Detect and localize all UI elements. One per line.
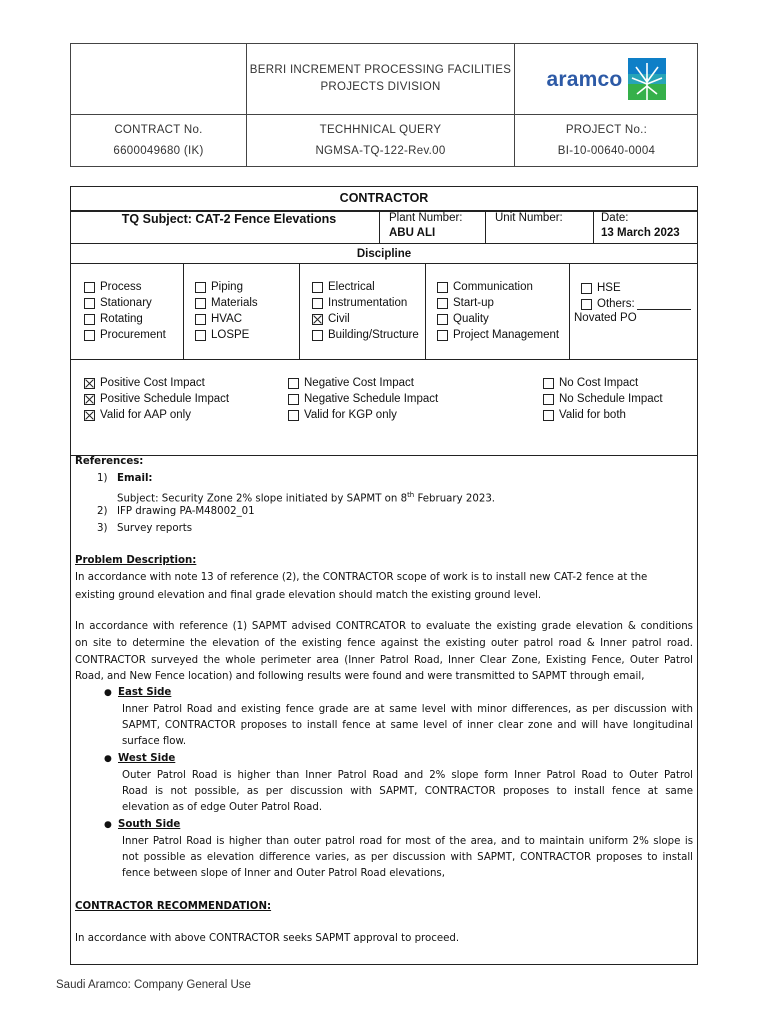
checkbox-building-structure[interactable] (312, 327, 419, 343)
checkbox-label: No Schedule Impact (559, 393, 663, 405)
division-name: PROJECTS DIVISION (320, 81, 441, 93)
checkbox-label: Piping (211, 281, 243, 293)
checkbox-lospe[interactable] (195, 327, 249, 343)
checkbox-box-checked[interactable] (84, 394, 95, 405)
paragraph-line: Road, and New Fence location) and following results were found and were transmitted to SAPMT through email, (75, 671, 645, 682)
others-note: Novated PO (574, 312, 637, 324)
checkbox-box[interactable] (195, 298, 206, 309)
checkbox-communication[interactable] (437, 279, 533, 295)
contract-number-block (71, 115, 246, 167)
project-value: BI-10-00640-0004 (557, 145, 656, 157)
others-fill-line[interactable] (637, 299, 691, 310)
east-side-line: SAPMT, CONTRACTOR proposes to install fence at same level of inner clear zone and will have longitudinal (122, 720, 693, 731)
email-subject-text: Subject: Security Zone 2% slope initiated by SAPMT on 8 (117, 493, 408, 505)
paragraph-line: on site to determine the elevation of the existing fence against the existing outer patrol road & Inner patrol road. (75, 638, 693, 649)
checkbox-box-checked[interactable] (84, 410, 95, 421)
document-header (70, 43, 698, 167)
checkbox-hvac[interactable] (195, 311, 242, 327)
email-subject-end: February 2023. (414, 493, 496, 505)
checkbox-valid-kgp[interactable] (288, 407, 397, 423)
checkbox-box[interactable] (312, 330, 323, 341)
divider (485, 211, 486, 244)
email-subject-superscript: th (407, 491, 415, 499)
south-side-title: South Side (118, 819, 181, 830)
divider (593, 211, 594, 244)
classification-footer: Saudi Aramco: Company General Use (56, 979, 251, 991)
checkbox-label: Communication (453, 281, 533, 293)
checkbox-label: Electrical (328, 281, 375, 293)
checkbox-instrumentation[interactable] (312, 295, 407, 311)
aramco-logo (515, 44, 698, 114)
checkbox-others[interactable] (581, 296, 691, 312)
checkbox-positive-cost-impact[interactable] (84, 375, 205, 391)
checkbox-label: Quality (453, 313, 489, 325)
checkbox-quality[interactable] (437, 311, 489, 327)
south-side-line: not possible as elevation difference varies, as per discussion with SAPMT, CONTRACTOR proposes to install (122, 852, 693, 863)
paragraph-line: In accordance with note 13 of reference (2), the CONTRACTOR scope of work is to install new CAT-2 fence at the (75, 572, 648, 583)
checkbox-box[interactable] (543, 394, 554, 405)
checkbox-label: Process (100, 281, 142, 293)
checkbox-label: Valid for both (559, 409, 626, 421)
divider (425, 263, 426, 359)
checkbox-box[interactable] (581, 283, 592, 294)
tq-value: NGMSA-TQ-122-Rev.00 (315, 145, 446, 157)
checkbox-box[interactable] (84, 314, 95, 325)
problem-heading: Problem Description: (75, 555, 197, 566)
checkbox-label: Positive Cost Impact (100, 377, 205, 389)
checkbox-label: LOSPE (211, 329, 250, 341)
east-side-line: surface flow. (122, 736, 187, 747)
checkbox-box-checked[interactable] (84, 378, 95, 389)
bullet-icon: ● (104, 754, 112, 764)
checkbox-label: Instrumentation (328, 297, 408, 309)
checkbox-label: Negative Cost Impact (304, 377, 414, 389)
checkbox-box[interactable] (312, 282, 323, 293)
checkbox-box[interactable] (437, 282, 448, 293)
checkbox-label: No Cost Impact (559, 377, 639, 389)
checkbox-box[interactable] (195, 330, 206, 341)
checkbox-label: Procurement (100, 329, 166, 341)
checkbox-materials[interactable] (195, 295, 258, 311)
checkbox-label: Rotating (100, 313, 143, 325)
checkbox-box[interactable] (581, 299, 592, 310)
checkbox-no-cost-impact[interactable] (543, 375, 638, 391)
email-subject (117, 488, 495, 506)
checkbox-label: Start-up (453, 297, 494, 309)
aramco-star-icon (628, 58, 666, 100)
unit-number-label: Unit Number: (495, 212, 563, 224)
divider (183, 263, 184, 359)
references-heading: References: (75, 456, 144, 467)
checkbox-negative-schedule-impact[interactable] (288, 391, 438, 407)
reference-number: 1) (97, 473, 108, 484)
checkbox-label: Valid for KGP only (304, 409, 397, 421)
checkbox-stationary[interactable] (84, 295, 152, 311)
paragraph-line: In accordance with reference (1) SAPMT advised CONTRCATOR to evaluate the existing grade elevation & conditions (75, 621, 693, 632)
reference-number: 2) (97, 506, 108, 517)
checkbox-box[interactable] (195, 314, 206, 325)
paragraph-line: existing ground elevation and final grade elevation should match the existing ground level. (75, 590, 542, 601)
checkbox-piping[interactable] (195, 279, 243, 295)
organization-block (247, 44, 514, 114)
date-value: 13 March 2023 (601, 227, 680, 239)
checkbox-box[interactable] (437, 314, 448, 325)
checkbox-box[interactable] (84, 298, 95, 309)
checkbox-box-checked[interactable] (312, 314, 323, 325)
paragraph-line: CONTRACTOR surveyed the whole perimeter area (Inner Patrol Road, Inner Clear Zone, Existing Fence, Outer Patrol (75, 655, 693, 666)
checkbox-start-up[interactable] (437, 295, 494, 311)
checkbox-hse[interactable] (581, 280, 621, 296)
checkbox-procurement[interactable] (84, 327, 166, 343)
checkbox-box[interactable] (288, 378, 299, 389)
recommendation-heading: CONTRACTOR RECOMMENDATION: (75, 901, 272, 912)
bullet-icon: ● (104, 820, 112, 830)
checkbox-label: Negative Schedule Impact (304, 393, 439, 405)
contract-value: 6600049680 (IK) (113, 145, 204, 157)
plant-number-value: ABU ALI (389, 227, 436, 239)
checkbox-box[interactable] (288, 394, 299, 405)
west-side-line: Outer Patrol Road is higher than Inner Patrol Road and 2% slope form Inner Patrol Road to Outer Patrol (122, 770, 693, 781)
checkbox-label: Civil (328, 313, 350, 325)
checkbox-negative-cost-impact[interactable] (288, 375, 414, 391)
reference-item: IFP drawing PA-M48002_01 (117, 506, 255, 517)
checkbox-box[interactable] (543, 410, 554, 421)
checkbox-valid-both[interactable] (543, 407, 626, 423)
east-side-line: Inner Patrol Road and existing fence grade are at same level with minor differences, as per discussion with (122, 704, 693, 715)
divider (71, 263, 697, 264)
bullet-icon: ● (104, 688, 112, 698)
tq-label: TECHHNICAL QUERY (319, 124, 442, 136)
checkbox-label: HSE (597, 282, 621, 294)
west-side-line: Road is not possible, as per discussion with SAPMT, CONTRACTOR proposes to install fence at same (122, 786, 693, 797)
checkbox-project-management[interactable] (437, 327, 559, 343)
divider (379, 211, 380, 244)
project-label: PROJECT No.: (565, 124, 648, 136)
south-side-line: fence between slope of Inner and Outer Patrol Road elevations, (122, 868, 445, 879)
recommendation-text: In accordance with above CONTRACTOR seeks SAPMT approval to proceed. (75, 933, 460, 944)
west-side-title: West Side (118, 753, 176, 764)
checkbox-positive-schedule-impact[interactable] (84, 391, 229, 407)
checkbox-box[interactable] (195, 282, 206, 293)
checkbox-no-schedule-impact[interactable] (543, 391, 663, 407)
divider (71, 359, 697, 360)
checkbox-box[interactable] (543, 378, 554, 389)
discipline-heading: Discipline (356, 248, 412, 260)
contract-label: CONTRACT No. (114, 124, 203, 136)
divider (71, 455, 697, 456)
checkbox-rotating[interactable] (84, 311, 143, 327)
checkbox-box[interactable] (437, 330, 448, 341)
date-label: Date: (601, 212, 629, 224)
checkbox-box[interactable] (84, 282, 95, 293)
east-side-title: East Side (118, 687, 172, 698)
checkbox-label: Positive Schedule Impact (100, 393, 230, 405)
checkbox-label: HVAC (211, 313, 243, 325)
checkbox-label: Materials (211, 297, 258, 309)
divider (299, 263, 300, 359)
reference-item: Email: (117, 473, 153, 484)
checkbox-label: Building/Structure (328, 329, 419, 341)
checkbox-box[interactable] (84, 330, 95, 341)
reference-item: Survey reports (117, 523, 193, 534)
checkbox-electrical[interactable] (312, 279, 375, 295)
reference-number: 3) (97, 523, 108, 534)
plant-number-label: Plant Number: (389, 212, 463, 224)
checkbox-civil[interactable] (312, 311, 350, 327)
organization-name: BERRI INCREMENT PROCESSING FACILITIES (249, 64, 512, 76)
checkbox-box[interactable] (288, 410, 299, 421)
technical-query-block (247, 115, 514, 167)
checkbox-label: Stationary (100, 297, 152, 309)
tq-subject: TQ Subject: CAT-2 Fence Elevations (121, 212, 337, 226)
south-side-line: Inner Patrol Road is higher than outer patrol road for most of the area, and to maintain uniform 2% slope is (122, 836, 693, 847)
project-number-block (515, 115, 698, 167)
west-side-line: elevation as of edge Outer Patrol Road. (122, 802, 323, 813)
checkbox-valid-aap[interactable] (84, 407, 191, 423)
logo-wordmark: aramco (546, 67, 623, 91)
divider (569, 263, 570, 359)
form-title: CONTRACTOR (339, 191, 429, 205)
checkbox-label: Others: (597, 298, 635, 310)
checkbox-process[interactable] (84, 279, 142, 295)
checkbox-label: Valid for AAP only (100, 409, 191, 421)
checkbox-box[interactable] (437, 298, 448, 309)
checkbox-label: Project Management (453, 329, 560, 341)
checkbox-box[interactable] (312, 298, 323, 309)
